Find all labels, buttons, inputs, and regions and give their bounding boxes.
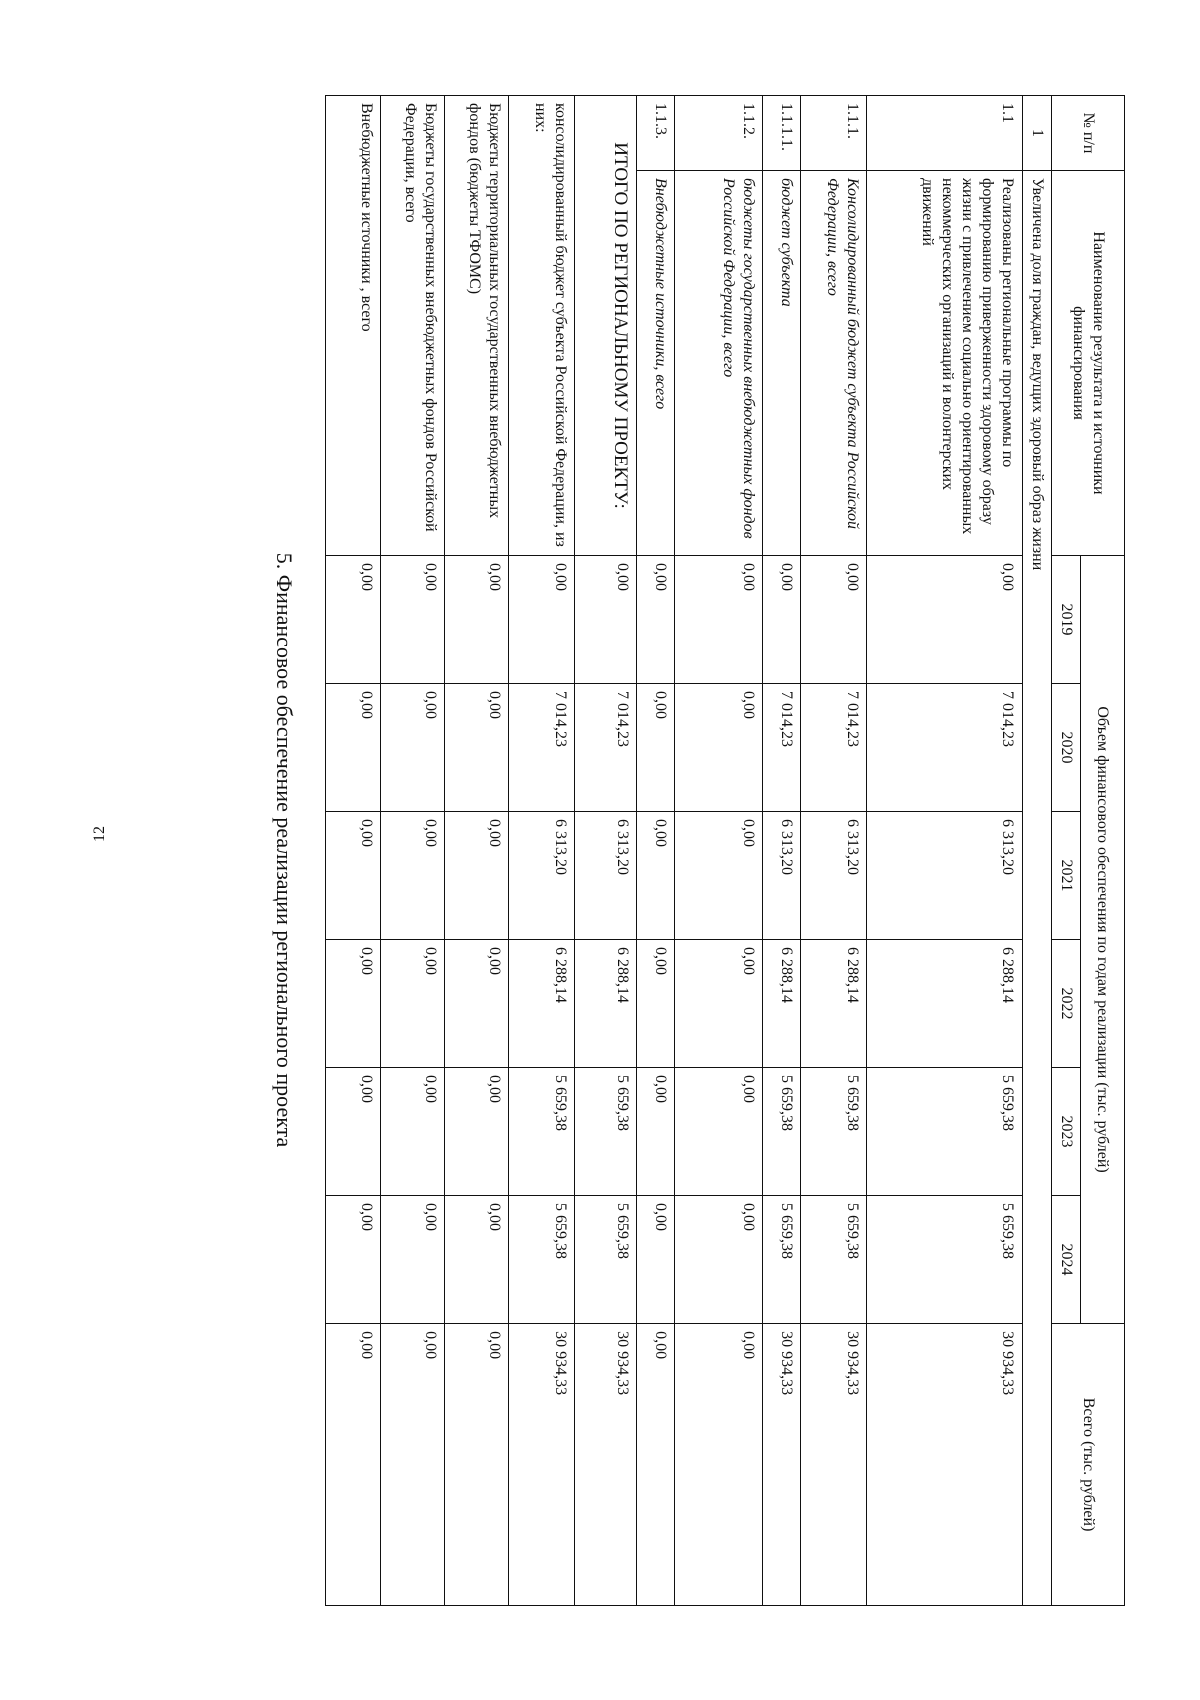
cell-total: 0,00 [381, 1324, 445, 1606]
cell-value: 6 288,14 [509, 940, 575, 1068]
cell-value: 0,00 [637, 556, 675, 684]
rotated-page [165, 95, 1125, 1605]
cell-value: 5 659,38 [763, 1196, 801, 1324]
summary-row [445, 96, 509, 1606]
summary-name: Внебюджетные источники , всего [326, 96, 381, 556]
cell-value: 0,00 [326, 812, 381, 940]
cell-value: 5 659,38 [801, 1196, 867, 1324]
summary-row [381, 96, 445, 1606]
cell-total: 0,00 [445, 1324, 509, 1606]
itogo-row [575, 96, 637, 1606]
cell-value: 5 659,38 [509, 1068, 575, 1196]
table-row [637, 96, 675, 1606]
cell-value: 0,00 [801, 556, 867, 684]
row-num: 1.1 [867, 96, 1023, 171]
cell-value: 0,00 [381, 1196, 445, 1324]
col-header-name: Наименование результата и источники финансирования [1052, 171, 1125, 556]
cell-value: 0,00 [675, 940, 763, 1068]
row-name: Реализованы региональные программы по формированию приверженности здоровому образу жизни с привлечением социально ориентированных некоммерческих организаций и волонтерских движений [867, 171, 1023, 556]
cell-value: 6 288,14 [575, 940, 637, 1068]
cell-value: 0,00 [867, 556, 1023, 684]
cell-value: 5 659,38 [867, 1196, 1023, 1324]
table-row [763, 96, 801, 1606]
cell-total: 30 934,33 [763, 1324, 801, 1606]
summary-name: консолидированный бюджет субъекта Российской Федерации, из них: [509, 96, 575, 556]
cell-value: 0,00 [326, 556, 381, 684]
cell-total: 0,00 [326, 1324, 381, 1606]
cell-value: 6 288,14 [801, 940, 867, 1068]
cell-value: 6 313,20 [575, 812, 637, 940]
section-row [1023, 96, 1052, 1606]
cell-value: 7 014,23 [867, 684, 1023, 812]
cell-total: 30 934,33 [575, 1324, 637, 1606]
cell-value: 7 014,23 [801, 684, 867, 812]
cell-value: 0,00 [381, 940, 445, 1068]
cell-value: 6 313,20 [509, 812, 575, 940]
cell-value: 7 014,23 [763, 684, 801, 812]
cell-value: 0,00 [637, 1068, 675, 1196]
section-title: Увеличена доля граждан, ведущих здоровый образ жизни [1023, 171, 1052, 1606]
row-num: 1.1.1. [801, 96, 867, 171]
cell-total: 0,00 [637, 1324, 675, 1606]
financing-table [325, 95, 1125, 1606]
cell-value: 0,00 [445, 940, 509, 1068]
year-header: 2021 [1052, 812, 1081, 940]
cell-value: 7 014,23 [509, 684, 575, 812]
cell-value: 6 313,20 [801, 812, 867, 940]
cell-value: 0,00 [637, 940, 675, 1068]
section-num: 1 [1023, 96, 1052, 171]
cell-value: 0,00 [637, 812, 675, 940]
summary-row [326, 96, 381, 1606]
cell-value: 0,00 [326, 940, 381, 1068]
cell-value: 6 313,20 [763, 812, 801, 940]
cell-value: 0,00 [637, 1196, 675, 1324]
summary-row [509, 96, 575, 1606]
cell-value: 6 313,20 [867, 812, 1023, 940]
col-header-num: № п/п [1052, 96, 1125, 171]
cell-value: 0,00 [381, 556, 445, 684]
row-name: Консолидированный бюджет субъекта Российской Федерации, всего [801, 171, 867, 556]
cell-value: 5 659,38 [575, 1196, 637, 1324]
row-name: бюджеты государственных внебюджетных фондов Российской Федерации, всего [675, 171, 763, 556]
cell-value: 0,00 [763, 556, 801, 684]
cell-value: 0,00 [381, 1068, 445, 1196]
summary-name: Бюджеты территориальных государственных внебюджетных фондов (бюджеты ТФОМС) [445, 96, 509, 556]
cell-value: 0,00 [445, 1196, 509, 1324]
cell-value: 6 288,14 [867, 940, 1023, 1068]
cell-value: 0,00 [381, 684, 445, 812]
year-header: 2024 [1052, 1196, 1081, 1324]
cell-value: 0,00 [445, 556, 509, 684]
table-row [675, 96, 763, 1606]
cell-value: 0,00 [381, 812, 445, 940]
cell-value: 7 014,23 [575, 684, 637, 812]
cell-value: 0,00 [675, 1068, 763, 1196]
summary-name: Бюджеты государственных внебюджетных фондов Российской Федерации, всего [381, 96, 445, 556]
cell-value: 0,00 [575, 556, 637, 684]
cell-value: 6 288,14 [763, 940, 801, 1068]
page-number: 12 [91, 826, 108, 842]
cell-value: 0,00 [326, 1196, 381, 1324]
row-num: 1.1.1.1. [763, 96, 801, 171]
cell-total: 0,00 [675, 1324, 763, 1606]
cell-value: 0,00 [637, 684, 675, 812]
cell-value: 0,00 [675, 812, 763, 940]
row-num: 1.1.3. [637, 96, 675, 171]
year-header: 2022 [1052, 940, 1081, 1068]
cell-value: 0,00 [326, 684, 381, 812]
cell-value: 0,00 [675, 556, 763, 684]
table-row [867, 96, 1023, 1606]
cell-total: 30 934,33 [509, 1324, 575, 1606]
itogo-label: ИТОГО ПО РЕГИОНАЛЬНОМУ ПРОЕКТУ: [575, 96, 637, 556]
cell-total: 30 934,33 [801, 1324, 867, 1606]
cell-value: 5 659,38 [801, 1068, 867, 1196]
section-heading: 5. Финансовое обеспечение реализации регионального проекта [272, 552, 297, 1148]
cell-value: 0,00 [509, 556, 575, 684]
cell-value: 5 659,38 [867, 1068, 1023, 1196]
cell-value: 0,00 [675, 1196, 763, 1324]
cell-value: 0,00 [675, 684, 763, 812]
row-name: Внебюджетные источники, всего [637, 171, 675, 556]
year-header: 2020 [1052, 684, 1081, 812]
cell-value: 0,00 [445, 812, 509, 940]
row-name: бюджет субъекта [763, 171, 801, 556]
table-row [801, 96, 867, 1606]
cell-value: 0,00 [445, 684, 509, 812]
year-header: 2023 [1052, 1068, 1081, 1196]
cell-value: 5 659,38 [575, 1068, 637, 1196]
col-header-total: Всего (тыс. рублей) [1052, 1324, 1125, 1606]
cell-total: 30 934,33 [867, 1324, 1023, 1606]
col-header-volume: Объем финансового обеспечения по годам реализации (тыс. рублей) [1081, 556, 1125, 1324]
row-num: 1.1.2. [675, 96, 763, 171]
cell-value: 5 659,38 [509, 1196, 575, 1324]
cell-value: 5 659,38 [763, 1068, 801, 1196]
cell-value: 0,00 [326, 1068, 381, 1196]
year-header: 2019 [1052, 556, 1081, 684]
cell-value: 0,00 [445, 1068, 509, 1196]
